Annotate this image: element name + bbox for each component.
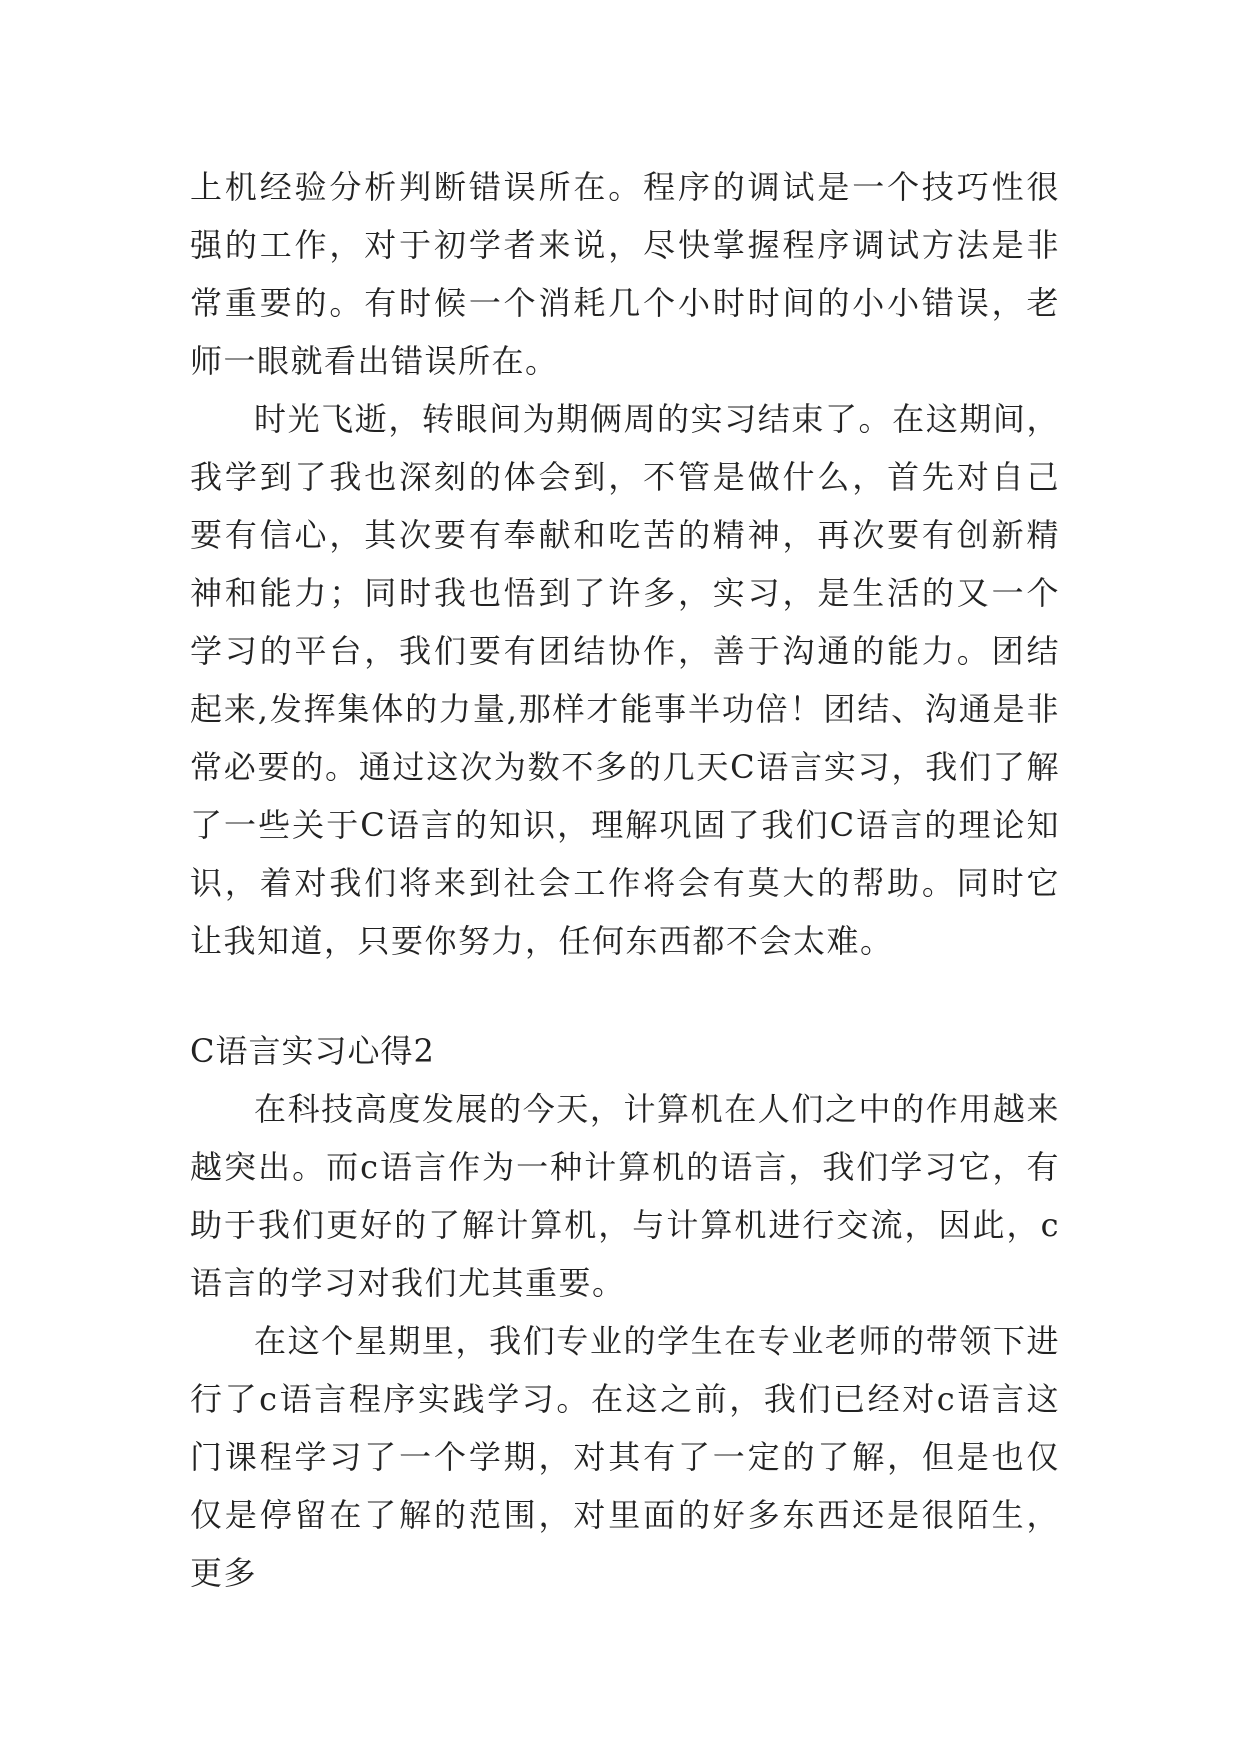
section-spacer bbox=[190, 970, 1060, 1022]
section-heading: C语言实习心得2 bbox=[190, 1032, 435, 1070]
document-body bbox=[190, 158, 1060, 1602]
paragraph-internship-summary: 时光飞逝，转眼间为期俩周的实习结束了。在这期间，我学到了我也深刻的体会到，不管是做什么，首先对自己要有信心，其次要有奉献和吃苦的精神，再次要有创新精神和能力；同时我也悟到了许多，实习，是生活的又一个学习的平台，我们要有团结协作，善于沟通的能力。团结起来,发挥集体的力量,那样才能事半功倍！团结、沟通是非常必要的。通过这次为数不多的几天C语言实习，我们了解了一些关于C语言的知识，理解巩固了我们C语言的理论知识，着对我们将来到社会工作将会有莫大的帮助。同时它让我知道，只要你努力，任何东西都不会太难。 bbox=[190, 400, 1060, 960]
paragraph-debugging: 上机经验分析判断错误所在。程序的调试是一个技巧性很强的工作，对于初学者来说，尽快掌握程序调试方法是非常重要的。有时候一个消耗几个小时时间的小小错误，老师一眼就看出错误所在。 bbox=[190, 168, 1060, 380]
paragraph-c-importance: 在科技高度发展的今天，计算机在人们之中的作用越来越突出。而c语言作为一种计算机的语言，我们学习它，有助于我们更好的了解计算机，与计算机进行交流，因此，c语言的学习对我们尤其重要。 bbox=[190, 1090, 1060, 1302]
paragraph-c-practice: 在这个星期里，我们专业的学生在专业老师的带领下进行了c语言程序实践学习。在这之前，我们已经对c语言这门课程学习了一个学期，对其有了一定的了解，但是也仅仅是停留在了解的范围，对里面的好多东西还是很陌生，更多 bbox=[190, 1322, 1060, 1592]
